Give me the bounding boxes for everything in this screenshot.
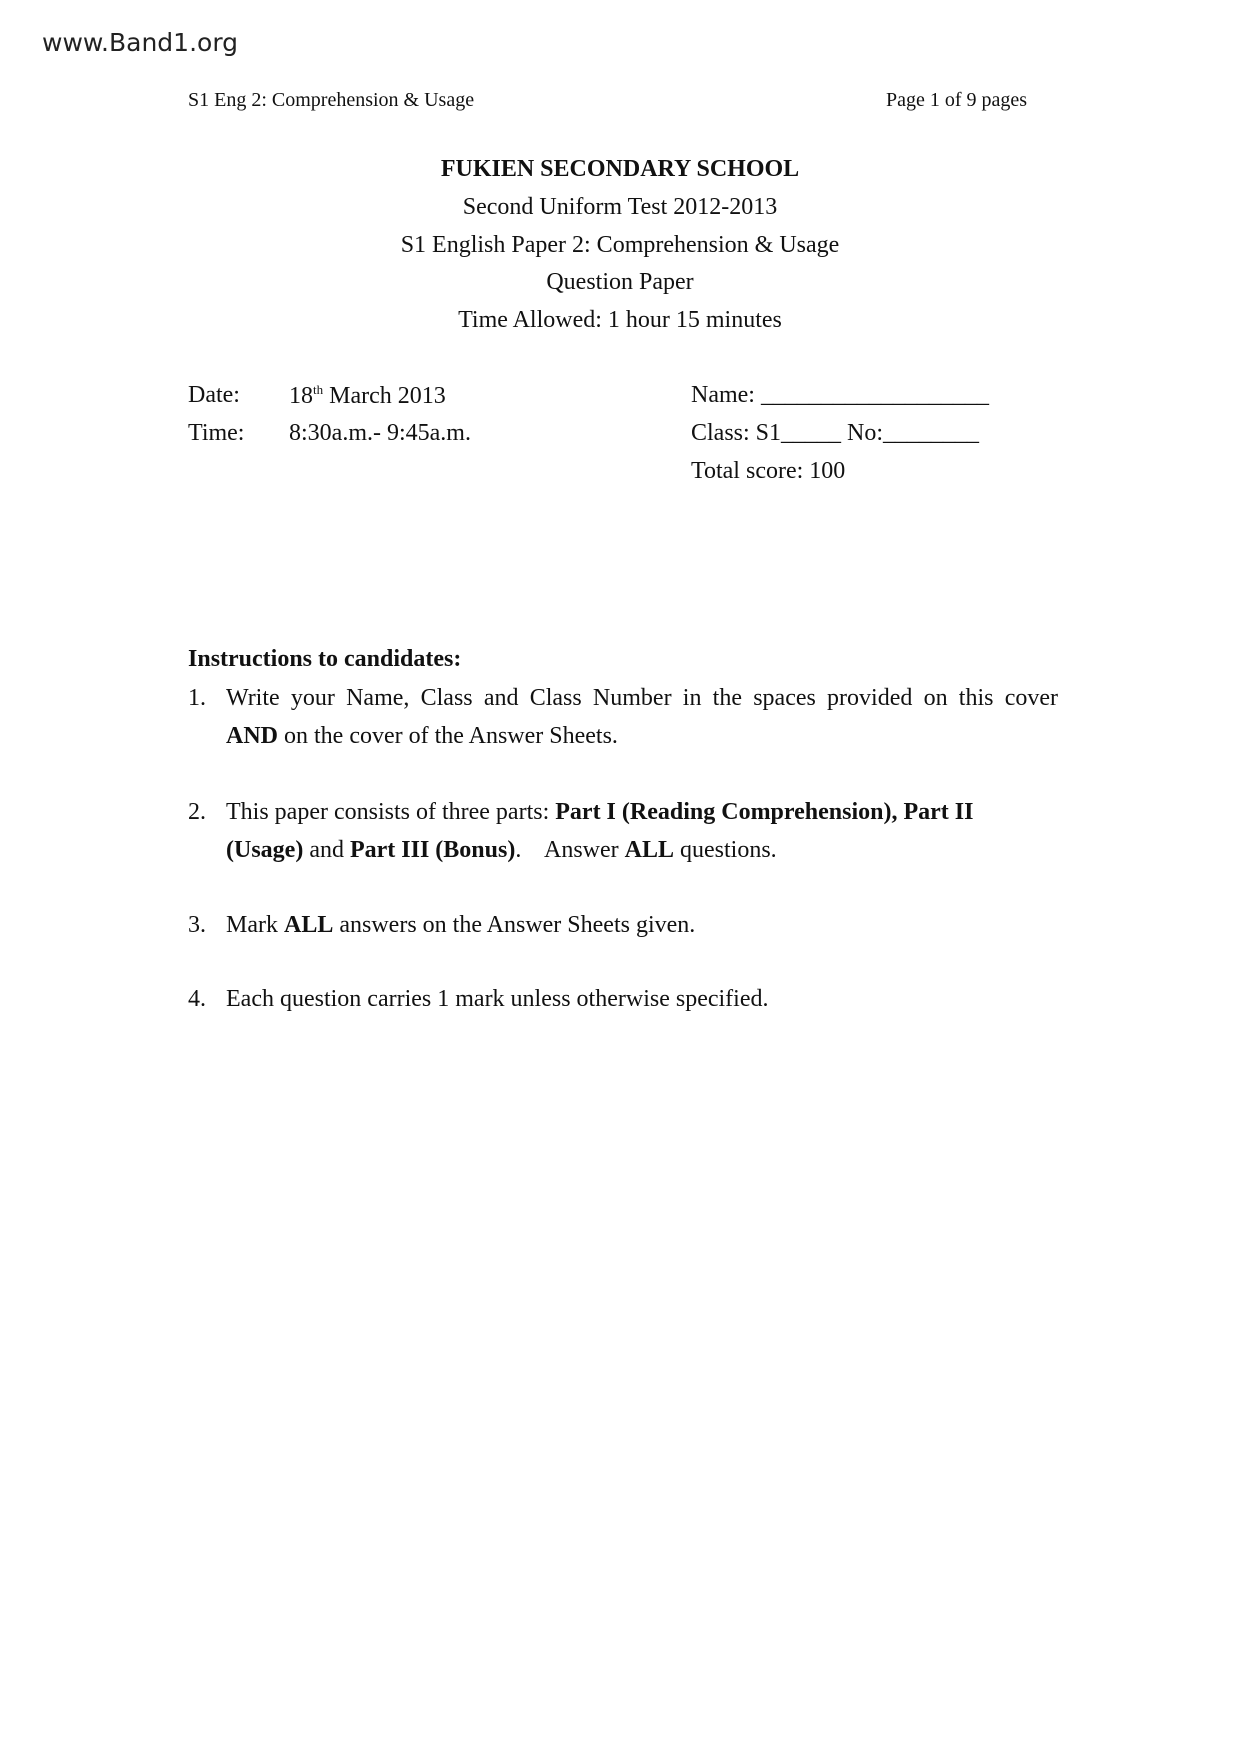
item-bold: ALL (624, 837, 675, 863)
item-bold: (Usage) (226, 837, 304, 863)
paper-type: Question Paper (546, 269, 694, 295)
watermark: www.Band1.org (42, 28, 239, 57)
time-label: Time: (188, 420, 245, 446)
page-number: Page 1 of 9 pages (886, 89, 1028, 111)
date-label: Date: (188, 382, 240, 408)
item-text: . Answer (515, 837, 625, 863)
item-text: This paper consists of three parts: (226, 799, 556, 825)
item-text: Mark (226, 912, 284, 938)
school-name: FUKIEN SECONDARY SCHOOL (440, 156, 800, 182)
item-text: answers on the Answer Sheets given. (333, 912, 696, 938)
item-text: and (303, 837, 350, 863)
item-text: on the cover of the Answer Sheets. (278, 723, 618, 749)
instructions-heading: Instructions to candidates: (188, 646, 462, 672)
test-name: Second Uniform Test 2012-2013 (462, 194, 778, 220)
name-field[interactable]: Name: ___________________ (691, 382, 989, 408)
item-bold: Part III (Bonus) (349, 837, 516, 863)
item-number: 4. (188, 986, 206, 1012)
total-score: Total score: 100 (691, 458, 846, 484)
item-bold: ALL (283, 912, 334, 938)
instruction-item (188, 679, 1058, 755)
item-text: Write your Name, Class and Class Number in the spaces provided on this cover (226, 685, 1058, 711)
date-value: 18th March 2013 (289, 382, 446, 409)
time-allowed: Time Allowed: 1 hour 15 minutes (458, 307, 782, 333)
paper-name: S1 English Paper 2: Comprehension & Usage (400, 232, 840, 258)
instruction-item (188, 980, 1058, 1018)
item-number: 2. (188, 799, 206, 825)
item-number: 3. (188, 912, 206, 938)
instruction-item (188, 793, 1058, 869)
item-number: 1. (188, 685, 206, 711)
header-left: S1 Eng 2: Comprehension & Usage (188, 89, 475, 111)
item-text: questions. (674, 837, 777, 863)
instruction-item (188, 906, 1058, 944)
class-number-field[interactable]: Class: S1_____ No:________ (691, 420, 980, 446)
item-bold: Part I (Reading Comprehension), Part II (555, 799, 974, 825)
time-value: 8:30a.m.- 9:45a.m. (289, 420, 471, 446)
item-text: Each question carries 1 mark unless otherwise specified. (226, 986, 769, 1012)
item-bold: AND (226, 723, 278, 749)
